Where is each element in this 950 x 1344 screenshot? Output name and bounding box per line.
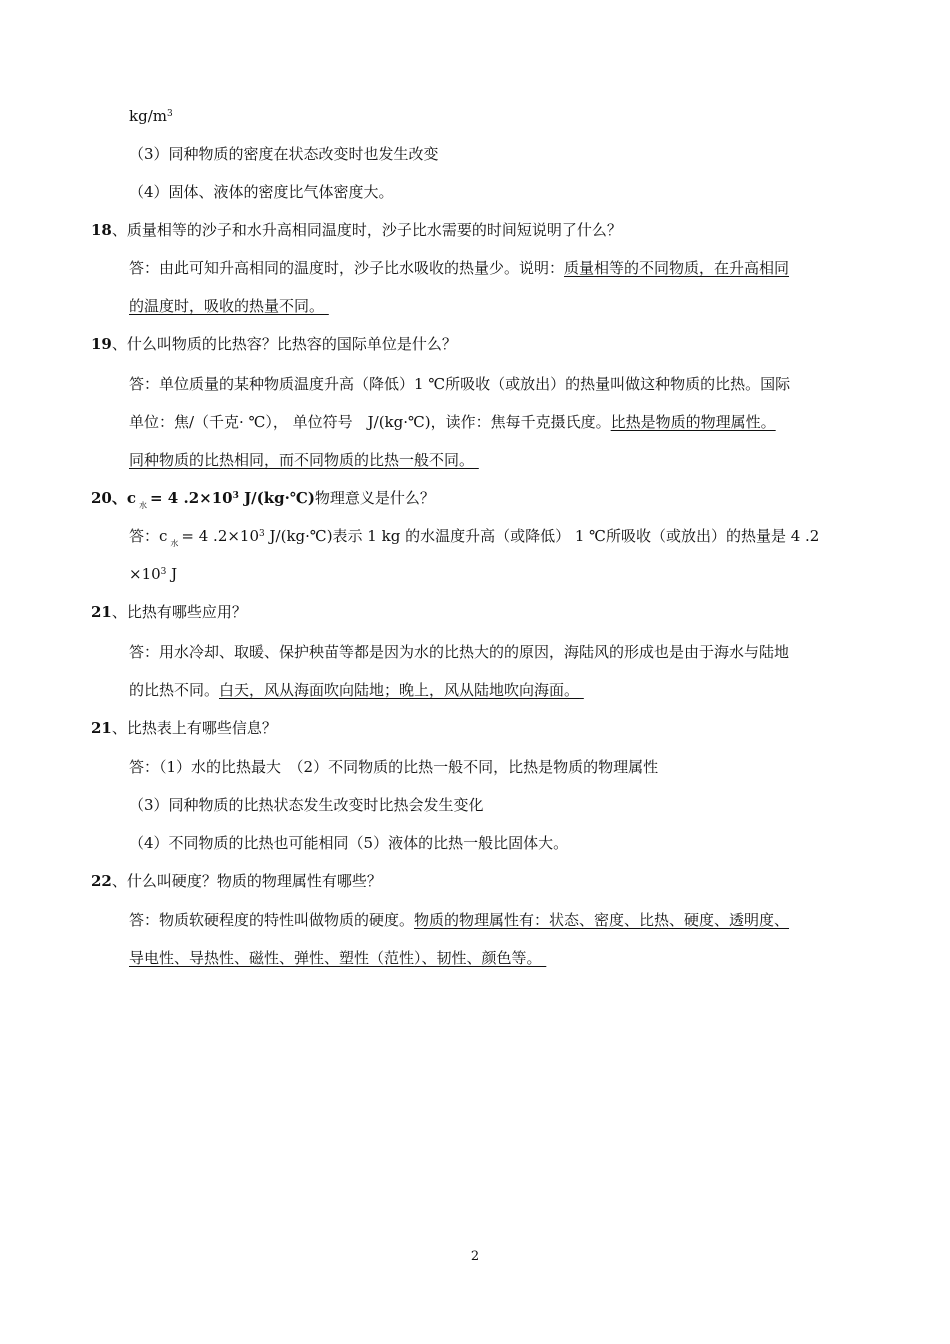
answer-20-line-1: 答：c $_水$ = 4 $.2\times 10^3$ J/(kg·℃)表示 1 kg 的水温度升高（或降低） 1 ℃所吸收（或放出）的热量是 4 .2 <box>129 527 820 548</box>
answer-20-line-2: $\times 10^3$ J <box>129 565 178 583</box>
answer-18-line-2: 的温度时，吸收的热量不同。 <box>129 297 325 315</box>
line-density-3: （3）同种物质的密度在状态改变时也发生改变 <box>129 145 439 163</box>
question-22: 22、什么叫硬度？物质的物理属性有哪些？ <box>91 872 382 890</box>
question-18: 18、质量相等的沙子和水升高相同温度时，沙子比水需要的时间短说明了什么？ <box>91 221 622 239</box>
answer-21-table-line-1: 答：（1）水的比热最大 （2）不同物质的比热一般不同，比热是物质的物理属性 <box>129 758 659 776</box>
answer-21-line-2: 的比热不同。白天，风从海面吹向陆地；晚上，风从陆地吹向海面。 <box>129 681 580 699</box>
answer-22-line-1: 答：物质软硬程度的特性叫做物质的硬度。物质的物理属性有：状态、密度、比热、硬度、透明度、 <box>129 911 790 929</box>
line-unit: $kg/m^3$ <box>129 107 173 125</box>
answer-21-table-line-2: （3）同种物质的比热状态发生改变时比热会发生变化 <box>129 796 484 814</box>
question-19: 19、什么叫物质的比热容？比热容的国际单位是什么？ <box>91 335 457 353</box>
answer-19-line-1: 答：单位质量的某种物质温度升高（降低）1 ℃所吸收（或放出）的热量叫做这种物质的比热。国际 <box>129 375 791 393</box>
answer-22-line-2: 导电性、导热性、磁性、弹性、塑性（范性）、韧性、颜色等。 <box>129 949 542 967</box>
page-number: 2 <box>470 1249 480 1264</box>
question-21: 21、比热有哪些应用？ <box>91 603 247 621</box>
question-21-table: 21、比热表上有哪些信息？ <box>91 719 277 737</box>
line-density-4: （4）固体、液体的密度比气体密度大。 <box>129 183 394 201</box>
answer-19-line-3: 同种物质的比热相同，而不同物质的比热一般不同。 <box>129 451 475 469</box>
answer-21-table-line-3: （4）不同物质的比热也可能相同（5）液体的比热一般比固体大。 <box>129 834 569 852</box>
answer-18-line-1: 答：由此可知升高相同的温度时，沙子比水吸收的热量少。说明：质量相等的不同物质，在升高相同 <box>129 259 790 277</box>
answer-21-line-1: 答：用水冷却、取暖、保护秧苗等都是因为水的比热大的的原因，海陆风的形成也是由于海水与陆地 <box>129 643 790 661</box>
question-20: 20、c $_水$ = 4 $.2\times 10^3$ J/(kg·℃)物理意义是什么？ <box>91 489 435 510</box>
answer-19-line-2: 单位：焦/（千克· ℃）， 单位符号 J/(kg·℃)，读作：焦每千克摄氏度。比热是物质的物理属性。 <box>129 413 776 431</box>
